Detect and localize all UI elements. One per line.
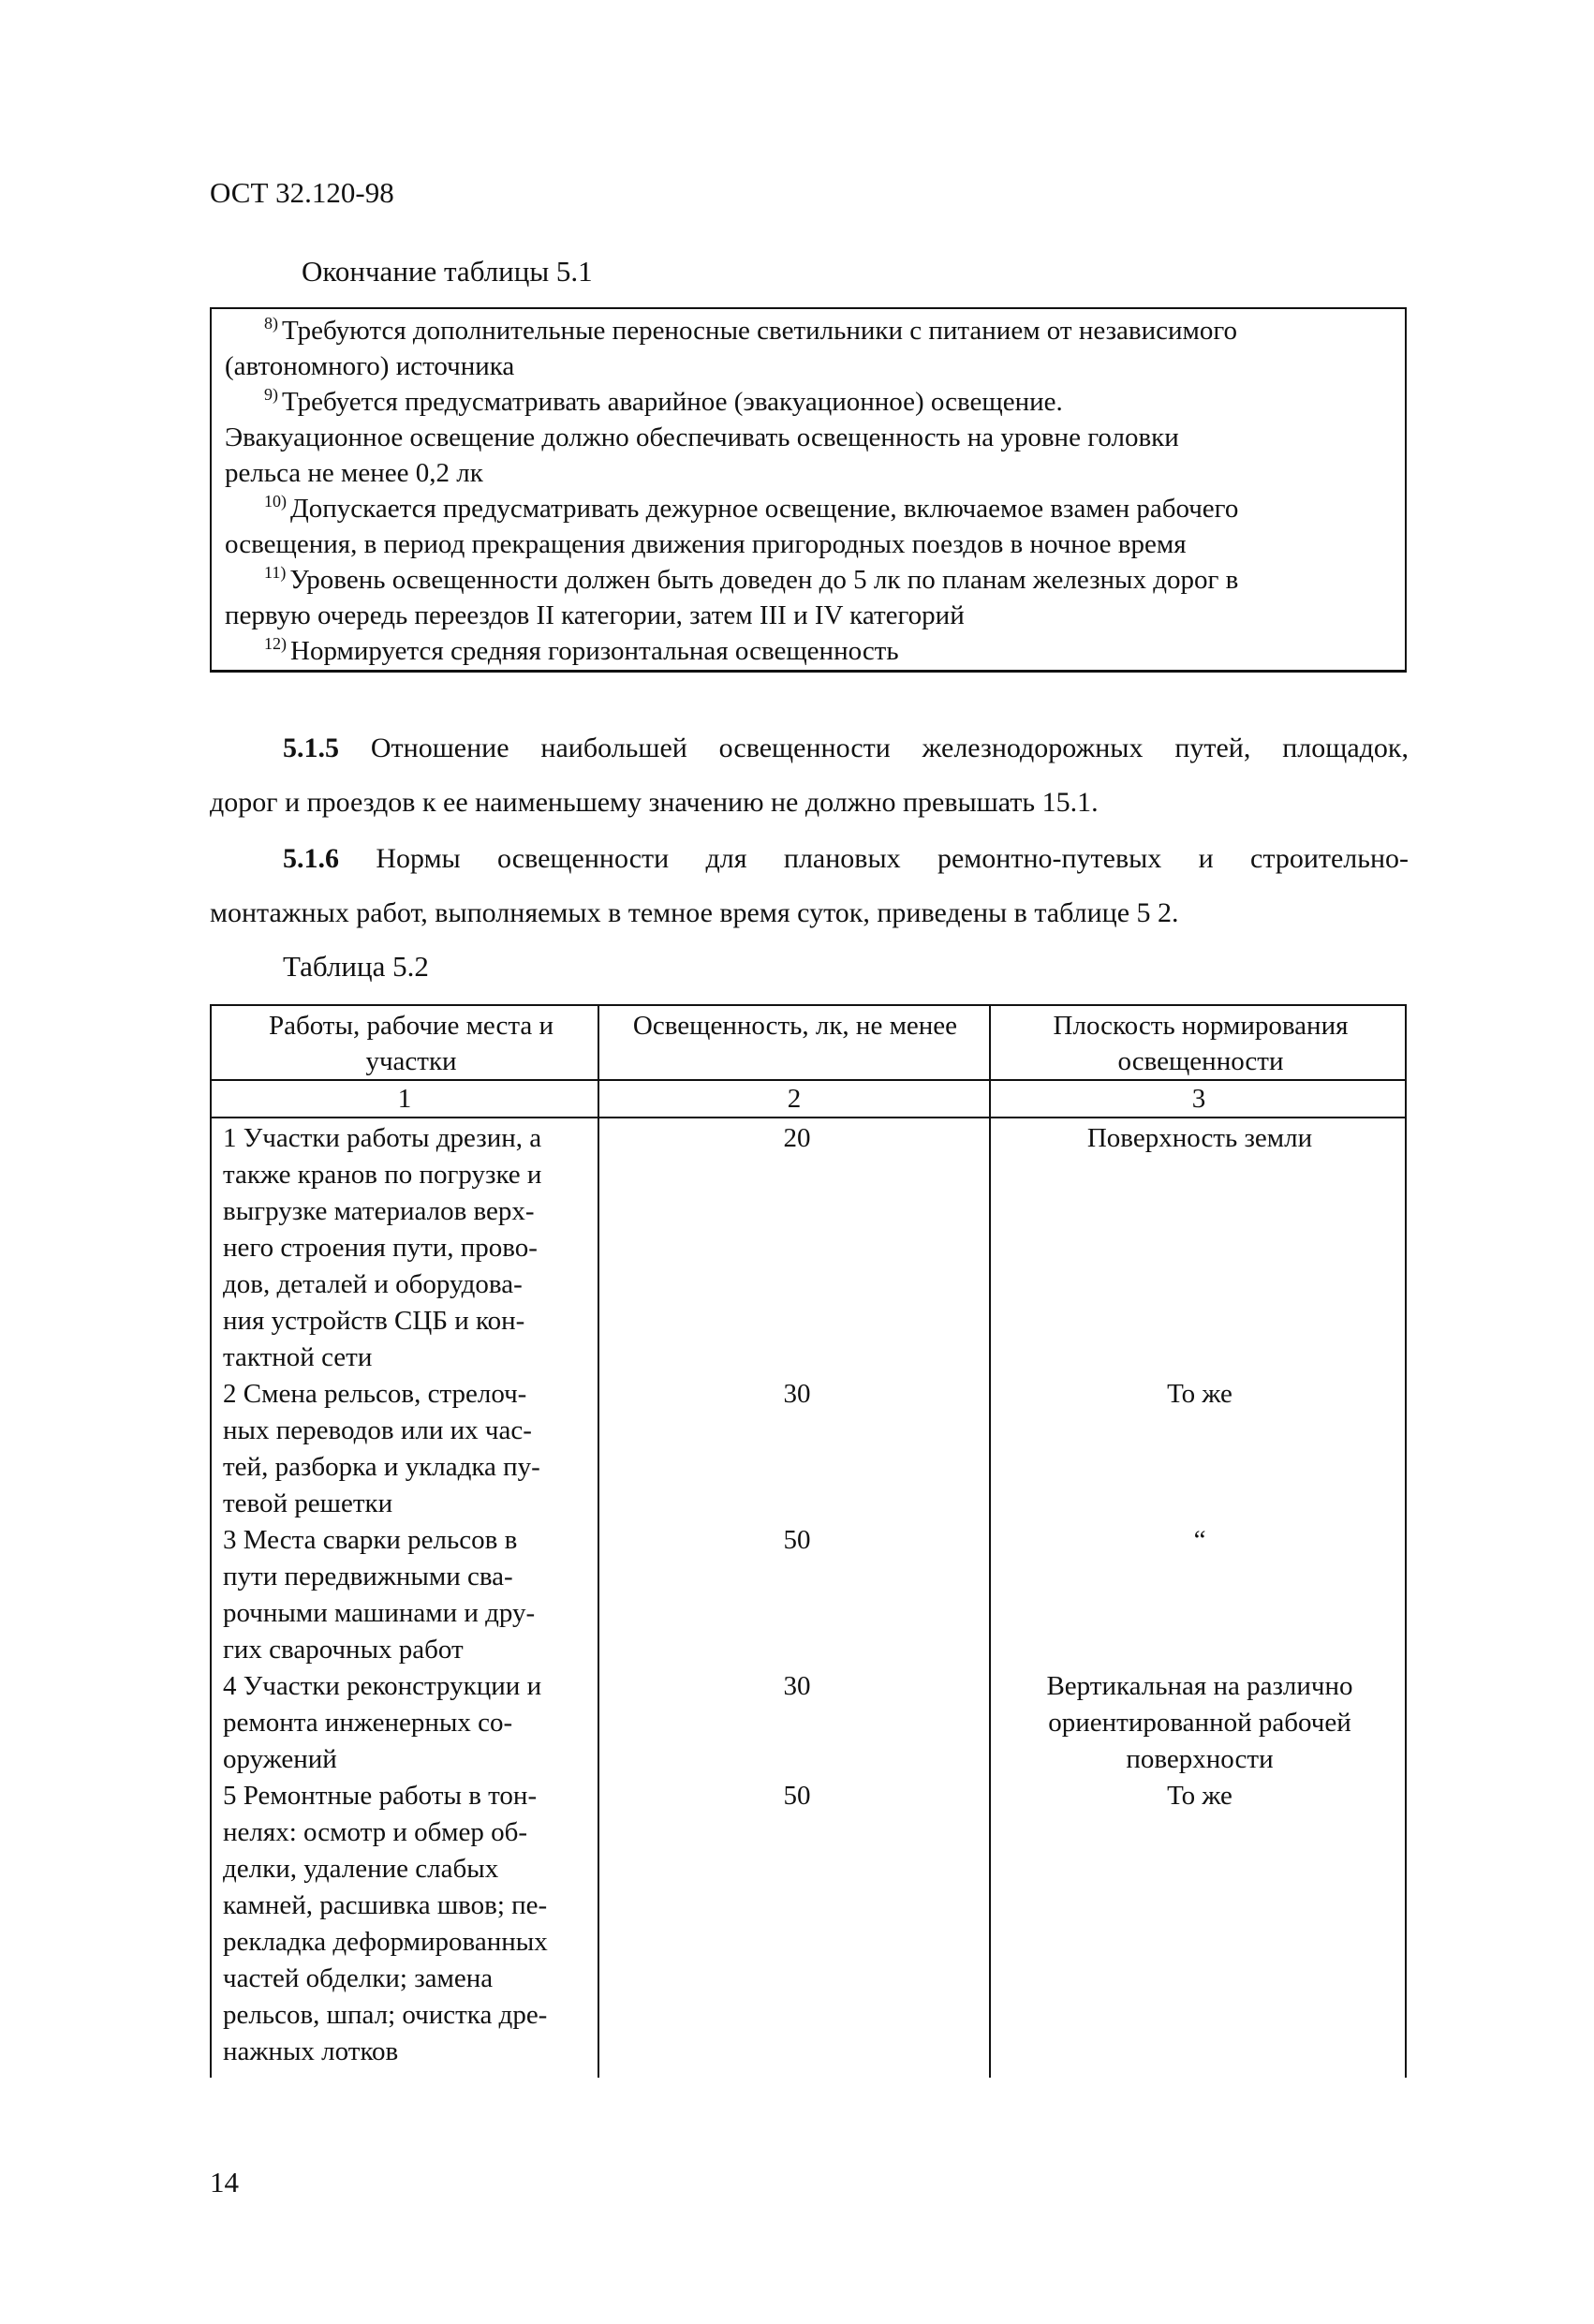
paragraph-5-1-6-line2: монтажных работ, выполняемых в темное время суток, приведены в таблице 5 2. bbox=[210, 897, 1179, 928]
footnote-11: $^{11)}$ Уровень освещенности должен быть доведен до 5 лк по планам железных дорог в bbox=[264, 563, 1239, 595]
table-row-5-lux: 50 bbox=[783, 1781, 811, 1811]
table-5-2 bbox=[210, 1004, 1407, 2078]
table-row-4-lux: 30 bbox=[783, 1671, 811, 1701]
column-divider bbox=[598, 1006, 599, 2078]
table-row-3-plane: “ bbox=[1193, 1525, 1206, 1555]
footnote-9-cont: рельса не менее 0,2 лк bbox=[225, 458, 483, 488]
paragraph-5-1-6 bbox=[210, 832, 1409, 940]
table-row-3-work: 3 Места сварки рельсов в пути передвижными сва- рочными машинами и дру- гих сварочных работ bbox=[223, 1525, 536, 1665]
table-column-number: 3 bbox=[1191, 1084, 1206, 1114]
table-header-lux: Освещенность, лк, не менее bbox=[632, 1011, 958, 1041]
table-column-number: 1 bbox=[397, 1084, 412, 1114]
table-row-1-lux: 20 bbox=[783, 1123, 811, 1153]
table-5-2-caption: Таблица 5.2 bbox=[283, 950, 429, 983]
table-row-5-plane: То же bbox=[1167, 1781, 1232, 1811]
table-row-1-work: 1 Участки работы дрезин, а также кранов по погрузке и выгрузке материалов верх- него строения пути, прово- дов, деталей и оборудова- ния устройств СЦБ и кон- тактной сети bbox=[223, 1123, 542, 1372]
paragraph-5-1-5-line2: дорог и проездов к ее наименьшему значению не должно превышать 15.1. bbox=[210, 787, 1099, 818]
table-row-4-work: 4 Участки реконструкции и ремонта инженерных со- оружений bbox=[223, 1671, 542, 1774]
paragraph-5-1-5-line1: 5.1.5 Отношение наибольшей освещенности железнодорожных путей, площадок, bbox=[283, 733, 1410, 763]
paragraph-5-1-5 bbox=[210, 721, 1409, 830]
footnote-12: $^{12)}$ Нормируется средняя горизонтальная освещенность bbox=[264, 634, 899, 666]
table-header-work: Работы, рабочие места и участки bbox=[268, 1011, 554, 1076]
footnote-8-cont: (автономного) источника bbox=[225, 351, 515, 381]
table-row-4-plane: Вертикальная на различно ориентированной рабочей поверхности bbox=[1046, 1671, 1353, 1774]
table-row-3-lux: 50 bbox=[783, 1525, 811, 1555]
document-code: ОСТ 32.120-98 bbox=[210, 176, 394, 209]
table-row-2-plane: То же bbox=[1167, 1379, 1232, 1409]
table-header-plane: Плоскость нормирования освещенности bbox=[1053, 1011, 1349, 1076]
footnote-8: $^{8)}$ Требуются дополнительные переносные светильники с питанием от независимого bbox=[264, 314, 1238, 346]
footnote-9-cont: Эвакуационное освещение должно обеспечивать освещенность на уровне головки bbox=[225, 422, 1179, 452]
header-divider bbox=[212, 1117, 1405, 1118]
paragraph-5-1-6-line1: 5.1.6 Нормы освещенности для плановых ремонтно-путевых и строительно- bbox=[283, 843, 1410, 874]
table-row-5-work: 5 Ремонтные работы в тон- нелях: осмотр и обмер об- делки, удаление слабых камней, расшивка швов; пе- рекладка деформированных частей обделки; замена рельсов, шпал; очистка дре- нажных лотков bbox=[223, 1781, 548, 2066]
footnote-10-cont: освещения, в период прекращения движения пригородных поездов в ночное время bbox=[225, 529, 1187, 559]
table-row-1-plane: Поверхность земли bbox=[1086, 1123, 1313, 1153]
footnote-9: $^{9)}$ Требуется предусматривать аварийное (эвакуационное) освещение. bbox=[264, 385, 1063, 417]
footnote-10: $^{10)}$ Допускается предусматривать дежурное освещение, включаемое взамен рабочего bbox=[264, 492, 1239, 524]
page-number: 14 bbox=[210, 2166, 239, 2198]
table-row-2-work: 2 Смена рельсов, стрелоч- ных переводов или их час- тей, разборка и укладка пу- тевой решетки bbox=[223, 1379, 540, 1518]
table-column-number: 2 bbox=[787, 1084, 802, 1114]
table-5-1-end-caption: Окончание таблицы 5.1 bbox=[302, 255, 593, 288]
footnote-11-cont: первую очередь переездов II категории, затем III и IV категорий bbox=[225, 600, 965, 630]
footnotes-box bbox=[210, 307, 1407, 673]
table-row-2-lux: 30 bbox=[783, 1379, 811, 1409]
